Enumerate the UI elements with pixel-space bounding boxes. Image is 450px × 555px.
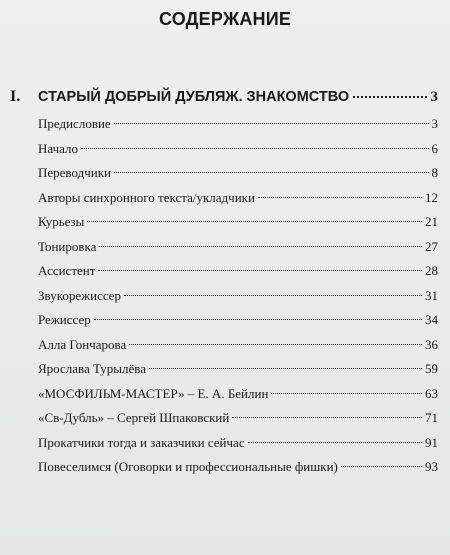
toc-entry [38,186,438,211]
dot-leader [114,123,429,124]
toc-entry [38,431,438,456]
entry-label: «Св-Дубль» – Сергей Шпаковский [38,410,230,425]
entry-page-number: 71 [425,410,438,425]
toc-entry [38,357,438,382]
dot-leader [99,246,422,247]
entry-label: «МОСФИЛЬМ-МАСТЕР» – Е. А. Бейлин [38,385,269,401]
entry-label: Ярослава Турылёва [38,361,147,376]
entry-label: Предисловие [38,116,111,131]
entry-page-number: 3 [431,116,438,131]
entry-page-number: 59 [425,361,438,376]
entry-page-number: 91 [425,434,438,450]
entry-page-number: 34 [425,312,438,327]
dot-leader [149,368,422,369]
toc-entry [38,333,438,358]
toc-entry [38,259,438,284]
entry-page-number: 8 [431,165,438,180]
dot-leader [258,197,422,198]
entry-page-number: 21 [425,214,438,229]
dot-leader [98,270,422,271]
toc-part-row [10,88,438,106]
entry-page-number: 28 [425,263,438,278]
toc-entry-list [38,112,438,480]
entry-page-number: 31 [425,287,438,303]
dot-leader [114,172,429,173]
toc-entry [38,161,438,186]
dot-leader [124,295,422,296]
dot-leader [232,417,422,418]
dot-leader [94,319,422,320]
dot-leader [129,344,422,345]
entry-label: Ассистент [38,263,96,278]
toc-entry [38,406,438,431]
dot-leader [353,96,426,98]
entry-page-number: 93 [425,459,438,474]
toc-entry [38,284,438,309]
entry-label: Переводчики [38,165,111,180]
toc-entry [38,382,438,407]
entry-label: Режиссер [38,312,91,327]
toc-entry [38,137,438,162]
part-title: СТАРЫЙ ДОБРЫЙ ДУБЛЯЖ. ЗНАКОМСТВО [38,89,350,105]
entry-label: Алла Гончарова [38,336,127,352]
entry-label: Прокатчики тогда и заказчики сейчас [38,434,245,450]
entry-page-number: 6 [431,140,438,156]
dot-leader [87,221,422,222]
part-number: I. [10,88,21,105]
entry-label: Повеселимся (Оговорки и профессиональные фишки) [38,459,338,474]
dot-leader [248,442,422,443]
toc-entry [38,455,438,480]
dot-leader [271,393,422,394]
entry-page-number: 12 [425,189,438,205]
toc-entry [38,112,438,137]
toc-entry [38,210,438,235]
entry-label: Авторы синхронного текста/укладчики [38,189,255,205]
entry-page-number: 36 [425,336,438,352]
entry-label: Звукорежиссер [38,287,122,303]
dot-leader [341,466,422,467]
toc-heading: СОДЕРЖАНИЕ [158,9,292,29]
toc-entry [38,235,438,260]
entry-label: Курьезы [38,214,85,229]
part-page-number: 3 [430,89,438,105]
toc-entry [38,308,438,333]
entry-label: Начало [38,140,79,156]
entry-page-number: 63 [425,385,438,401]
entry-label: Тонировка [38,238,97,254]
entry-page-number: 27 [425,238,438,254]
dot-leader [81,148,428,149]
